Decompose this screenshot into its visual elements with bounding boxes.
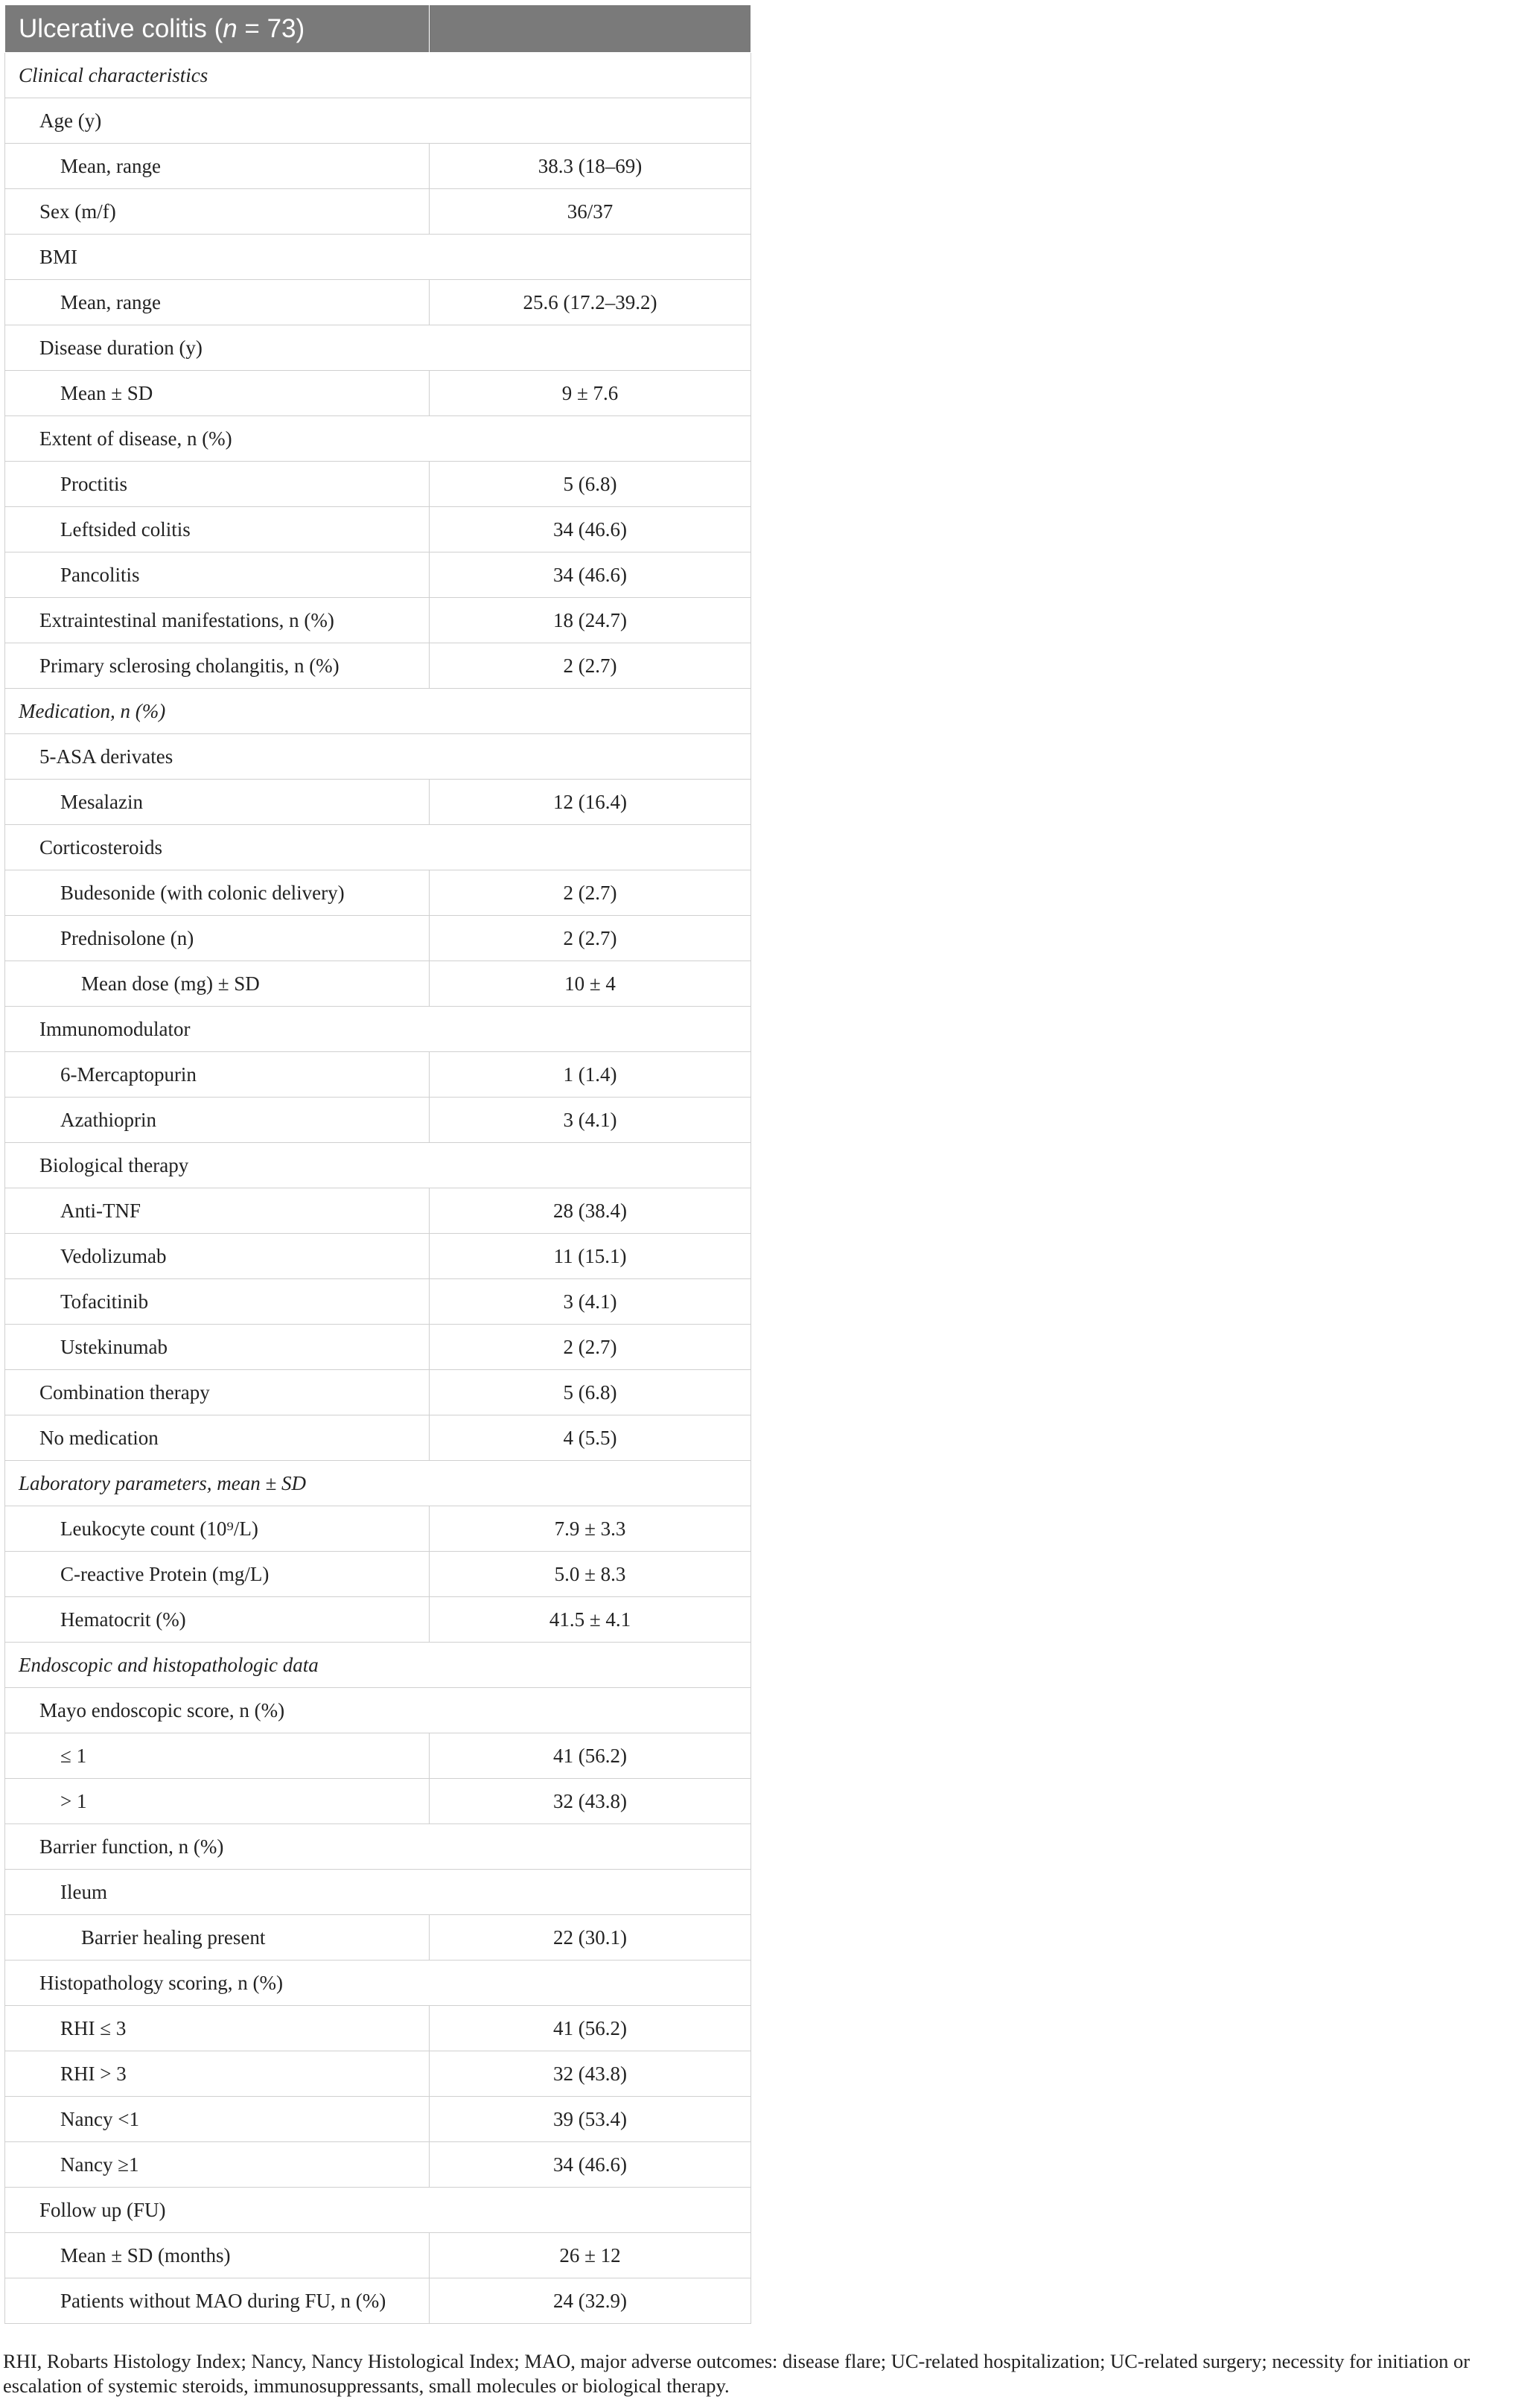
table-row: [5, 780, 751, 825]
table-row: [5, 552, 751, 598]
row-value: 4 (5.5): [430, 1415, 751, 1461]
row-value: 34 (46.6): [430, 507, 751, 552]
row-value: 24 (32.9): [430, 2278, 751, 2324]
table-row: [5, 1552, 751, 1597]
table-row: [5, 1870, 751, 1915]
group-label: Corticosteroids: [5, 825, 751, 870]
table-row: [5, 1052, 751, 1098]
row-value: 32 (43.8): [430, 1779, 751, 1824]
table-row: [5, 961, 751, 1007]
group-label: 5-ASA derivates: [5, 734, 751, 780]
group-label: Follow up (FU): [5, 2188, 751, 2233]
table-row: [5, 1506, 751, 1552]
row-value: 34 (46.6): [430, 2142, 751, 2188]
row-label: Mesalazin: [5, 780, 430, 825]
table-row: [5, 1961, 751, 2006]
row-value: 25.6 (17.2–39.2): [430, 280, 751, 325]
group-label: Ileum: [5, 1870, 751, 1915]
row-label: Mean ± SD: [5, 371, 430, 416]
row-value: 9 ± 7.6: [430, 371, 751, 416]
row-label: Budesonide (with colonic delivery): [5, 870, 430, 916]
row-label: Barrier healing present: [5, 1915, 430, 1961]
row-value: 39 (53.4): [430, 2097, 751, 2142]
row-value: 3 (4.1): [430, 1279, 751, 1325]
row-label: Leftsided colitis: [5, 507, 430, 552]
table-row: [5, 870, 751, 916]
row-label: Extraintestinal manifestations, n (%): [5, 598, 430, 643]
table-row: [5, 1733, 751, 1779]
table-row: [5, 2006, 751, 2051]
table-row: [5, 371, 751, 416]
table-row: [5, 1234, 751, 1279]
row-value: 22 (30.1): [430, 1915, 751, 1961]
row-label: Hematocrit (%): [5, 1597, 430, 1643]
row-value: 2 (2.7): [430, 643, 751, 689]
table-row: [5, 1415, 751, 1461]
table-row: [5, 1007, 751, 1052]
patient-characteristics-table: [4, 4, 751, 2324]
row-value: 2 (2.7): [430, 870, 751, 916]
table-header-row: [5, 5, 751, 53]
row-value: 41 (56.2): [430, 2006, 751, 2051]
footnote-line-2: escalation of systemic steroids, immunosuppressants, small molecules or biological therapy.: [3, 2374, 730, 2397]
group-label: Age (y): [5, 98, 751, 144]
table-row: [5, 1188, 751, 1234]
table-row: [5, 1143, 751, 1188]
row-label: Pancolitis: [5, 552, 430, 598]
row-label: C-reactive Protein (mg/L): [5, 1552, 430, 1597]
table-body: [5, 53, 751, 2324]
table-row: [5, 1688, 751, 1733]
table-row: [5, 507, 751, 552]
table-header-empty: [430, 5, 751, 53]
table-row: [5, 189, 751, 235]
row-value: 5 (6.8): [430, 462, 751, 507]
row-label: Tofacitinib: [5, 1279, 430, 1325]
row-value: 38.3 (18–69): [430, 144, 751, 189]
row-label: Prednisolone (n): [5, 916, 430, 961]
row-label: Anti-TNF: [5, 1188, 430, 1234]
footnote-line-1: RHI, Robarts Histology Index; Nancy, Nancy Histological Index; MAO, major adverse outcomes: disease flare; UC-related hospitalization; UC-related surgery; necessity for initiation or: [3, 2350, 1471, 2372]
group-label: Extent of disease, n (%): [5, 416, 751, 462]
table-row: [5, 98, 751, 144]
row-value: 5.0 ± 8.3: [430, 1552, 751, 1597]
row-label: > 1: [5, 1779, 430, 1824]
row-value: 2 (2.7): [430, 916, 751, 961]
table-row: [5, 1325, 751, 1370]
table-row: [5, 1824, 751, 1870]
table-row: [5, 1370, 751, 1415]
table-row: [5, 2097, 751, 2142]
table-row: [5, 2142, 751, 2188]
group-label: Barrier function, n (%): [5, 1824, 751, 1870]
table-row: [5, 1779, 751, 1824]
row-label: Mean, range: [5, 280, 430, 325]
section-header-row: [5, 1461, 751, 1506]
row-label: Patients without MAO during FU, n (%): [5, 2278, 430, 2324]
row-value: 10 ± 4: [430, 961, 751, 1007]
table-row: [5, 734, 751, 780]
group-label: BMI: [5, 235, 751, 280]
row-label: Combination therapy: [5, 1370, 430, 1415]
row-value: 41.5 ± 4.1: [430, 1597, 751, 1643]
table-row: [5, 280, 751, 325]
group-label: Mayo endoscopic score, n (%): [5, 1688, 751, 1733]
table-footnote: [3, 2349, 1522, 2398]
row-label: RHI > 3: [5, 2051, 430, 2097]
row-value: 2 (2.7): [430, 1325, 751, 1370]
table-row: [5, 598, 751, 643]
row-label: ≤ 1: [5, 1733, 430, 1779]
table-row: [5, 825, 751, 870]
table-header-title: Ulcerative colitis (n = 73): [5, 5, 430, 53]
table-row: [5, 916, 751, 961]
row-value: 36/37: [430, 189, 751, 235]
row-value: 18 (24.7): [430, 598, 751, 643]
table-row: [5, 1279, 751, 1325]
table-row: [5, 2278, 751, 2324]
table-row: [5, 416, 751, 462]
table-row: [5, 2188, 751, 2233]
table-row: [5, 1597, 751, 1643]
row-label: Vedolizumab: [5, 1234, 430, 1279]
row-label: RHI ≤ 3: [5, 2006, 430, 2051]
row-label: Azathioprin: [5, 1098, 430, 1143]
section-label: Endoscopic and histopathologic data: [5, 1643, 751, 1688]
group-label: Biological therapy: [5, 1143, 751, 1188]
row-value: 12 (16.4): [430, 780, 751, 825]
section-header-row: [5, 53, 751, 98]
row-label: Ustekinumab: [5, 1325, 430, 1370]
group-label: Immunomodulator: [5, 1007, 751, 1052]
row-value: 28 (38.4): [430, 1188, 751, 1234]
section-header-row: [5, 1643, 751, 1688]
group-label: Disease duration (y): [5, 325, 751, 371]
table-row: [5, 325, 751, 371]
section-label: Medication, n (%): [5, 689, 751, 734]
row-value: 26 ± 12: [430, 2233, 751, 2278]
section-label: Laboratory parameters, mean ± SD: [5, 1461, 751, 1506]
table-row: [5, 462, 751, 507]
row-label: Mean, range: [5, 144, 430, 189]
row-value: 32 (43.8): [430, 2051, 751, 2097]
row-value: 11 (15.1): [430, 1234, 751, 1279]
row-label: Sex (m/f): [5, 189, 430, 235]
row-value: 7.9 ± 3.3: [430, 1506, 751, 1552]
row-value: 1 (1.4): [430, 1052, 751, 1098]
table-row: [5, 1098, 751, 1143]
group-label: Histopathology scoring, n (%): [5, 1961, 751, 2006]
row-value: 3 (4.1): [430, 1098, 751, 1143]
row-value: 41 (56.2): [430, 1733, 751, 1779]
row-label: Nancy ≥1: [5, 2142, 430, 2188]
row-label: Proctitis: [5, 462, 430, 507]
table-row: [5, 235, 751, 280]
row-label: Mean dose (mg) ± SD: [5, 961, 430, 1007]
table-row: [5, 1915, 751, 1961]
row-label: No medication: [5, 1415, 430, 1461]
table-row: [5, 144, 751, 189]
table-row: [5, 2051, 751, 2097]
row-label: Leukocyte count (10⁹/L): [5, 1506, 430, 1552]
row-value: 5 (6.8): [430, 1370, 751, 1415]
section-label: Clinical characteristics: [5, 53, 751, 98]
row-label: Mean ± SD (months): [5, 2233, 430, 2278]
row-label: Nancy <1: [5, 2097, 430, 2142]
section-header-row: [5, 689, 751, 734]
table-row: [5, 2233, 751, 2278]
row-value: 34 (46.6): [430, 552, 751, 598]
row-label: Primary sclerosing cholangitis, n (%): [5, 643, 430, 689]
row-label: 6-Mercaptopurin: [5, 1052, 430, 1098]
table-row: [5, 643, 751, 689]
